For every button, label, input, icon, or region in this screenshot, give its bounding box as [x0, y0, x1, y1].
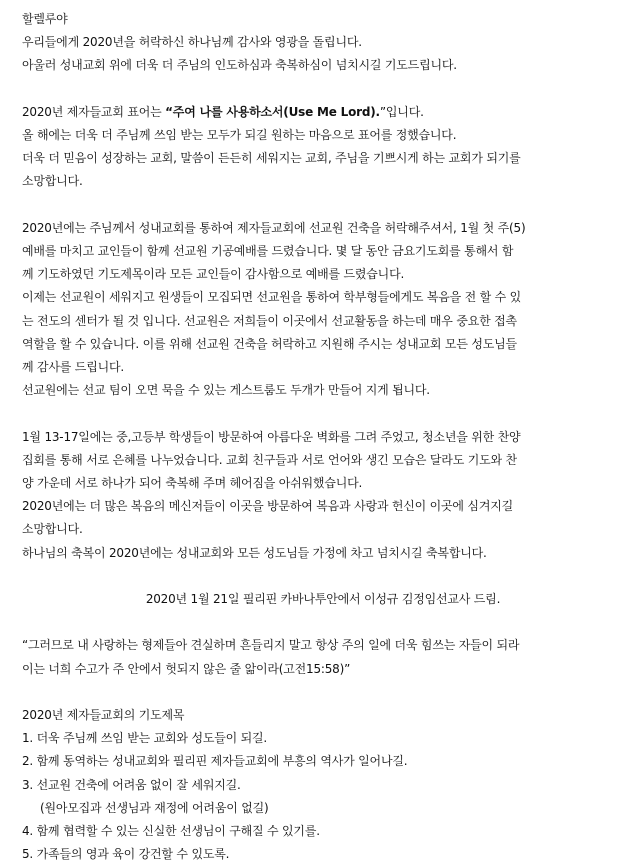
motto-description-line: 소망합니다. [22, 174, 83, 189]
motto-text: “주여 나를 사용하소서(Use Me Lord). [165, 104, 380, 119]
paragraph-gap [22, 611, 624, 634]
motto-prefix: 2020년 제자들교회 표어는 [22, 104, 166, 119]
prayer-item: 4. 함께 협력할 수 있는 신실한 선생님이 구해질 수 있기를. [22, 824, 320, 839]
prayer-item: 3. 선교원 건축에 어려움 없이 잘 세워지길. [22, 777, 241, 792]
prayer-item-note: (원아모집과 선생님과 재정에 어려움이 없길) [40, 800, 269, 815]
paragraph-gap [22, 565, 624, 588]
greeting-line: 우리들에게 2020년을 허락하신 하나님께 감사와 영광을 돌립니다. [22, 35, 362, 50]
motto-line [22, 101, 624, 124]
visit-line: 1월 13-17일에는 중,고등부 학생들이 방문하여 아름다운 벽화를 그려 주었고, 청소년을 위한 찬양 [22, 429, 521, 444]
mission-center-paragraph [22, 217, 624, 403]
mission-center-line: 역할을 할 수 있습니다. 이를 위해 선교원 건축을 허락하고 지원해 주시는 성내교회 모든 성도님들 [22, 336, 517, 351]
paragraph-gap [22, 402, 624, 425]
greeting-line: 아울러 성내교회 위에 더욱 더 주님의 인도하심과 축복하심이 넘치시길 기도드립니다. [22, 58, 457, 73]
visit-line: 집회를 통해 서로 은혜를 나누었습니다. 교회 친구들과 서로 언어와 생긴 모습은 달라도 기도와 찬 [22, 452, 517, 467]
paragraph-gap [22, 78, 624, 101]
motto-description-line: 더욱 더 믿음이 성장하는 교회, 말씀이 든든히 세워지는 교회, 주님을 기쁘시게 하는 교회가 되기를 [22, 151, 521, 166]
motto-paragraph [22, 101, 624, 194]
prayer-list-title: 2020년 제자들교회의 기도제목 [22, 708, 185, 722]
visit-line: 양 가운데 서로 하나가 되어 축복해 주며 헤어짐을 아쉬워했습니다. [22, 476, 363, 491]
prayer-item: 2. 함께 동역하는 성내교회와 필리핀 제자들교회에 부흥의 역사가 일어나길. [22, 754, 408, 769]
signature-line: 2020년 1월 21일 필리핀 카바나투안에서 이성규 김정임선교사 드림. [145, 592, 501, 607]
visit-paragraph [22, 426, 624, 565]
visit-line: 하나님의 축복이 2020년에는 성내교회와 모든 성도님들 가정에 차고 넘치시길 축복합니다. [22, 545, 487, 560]
mission-center-line: 는 전도의 센터가 될 것 입니다. 선교원은 저희들이 이곳에서 선교활동을 하는데 매우 중요한 접촉 [22, 313, 517, 328]
mission-center-line: 2020년에는 주님께서 성내교회를 통하여 제자들교회에 선교원 건축을 허락해주셔서, 1월 첫 주(5) [22, 220, 526, 235]
scripture-quote [22, 634, 624, 680]
visit-line: 2020년에는 더 많은 복음의 메신저들이 이곳을 방문하여 복음과 사랑과 헌신이 이곳에 심겨지길 [22, 499, 514, 514]
scripture-line: 이는 너희 수고가 주 안에서 헛되지 않은 줄 앎이라(고전15:58)” [22, 661, 351, 676]
motto-description-line: 올 해에는 더욱 더 주님께 쓰임 받는 모두가 되길 원하는 마음으로 표어를 정했습니다. [22, 128, 457, 142]
greeting-line: 할렐루야 [22, 12, 68, 26]
paragraph-gap [22, 681, 624, 704]
prayer-list [22, 704, 624, 866]
mission-center-line: 께 감사를 드립니다. [22, 360, 124, 375]
visit-line: 소망합니다. [22, 522, 83, 537]
prayer-item: 1. 더욱 주님께 쓰임 받는 교회와 성도들이 되길. [22, 731, 268, 746]
mission-center-line: 이제는 선교원이 세워지고 원생들이 모집되면 선교원을 통하여 학부형들에게도 복음을 전 할 수 있 [22, 290, 522, 305]
mission-center-line: 선교원에는 선교 팀이 오면 묵을 수 있는 게스트룸도 두개가 만들어 지게 됩니다. [22, 383, 430, 398]
greeting-paragraph [22, 8, 624, 78]
mission-center-line: 께 기도하였던 기도제목이라 모든 교인들이 감사함으로 예배를 드렸습니다. [22, 267, 405, 282]
mission-center-line: 예배를 마치고 교인들이 함께 선교원 기공예배를 드렸습니다. 몇 달 동안 금요기도회를 통해서 함 [22, 244, 514, 258]
prayer-item: 5. 가족들의 영과 육이 강건할 수 있도록. [22, 847, 230, 862]
paragraph-gap [22, 194, 624, 217]
motto-suffix: ”입니다. [379, 104, 424, 119]
scripture-line: “그러므로 내 사랑하는 형제들아 견실하며 흔들리지 말고 항상 주의 일에 더욱 힘쓰는 자들이 되라 [22, 638, 520, 653]
signature-paragraph [22, 588, 624, 611]
